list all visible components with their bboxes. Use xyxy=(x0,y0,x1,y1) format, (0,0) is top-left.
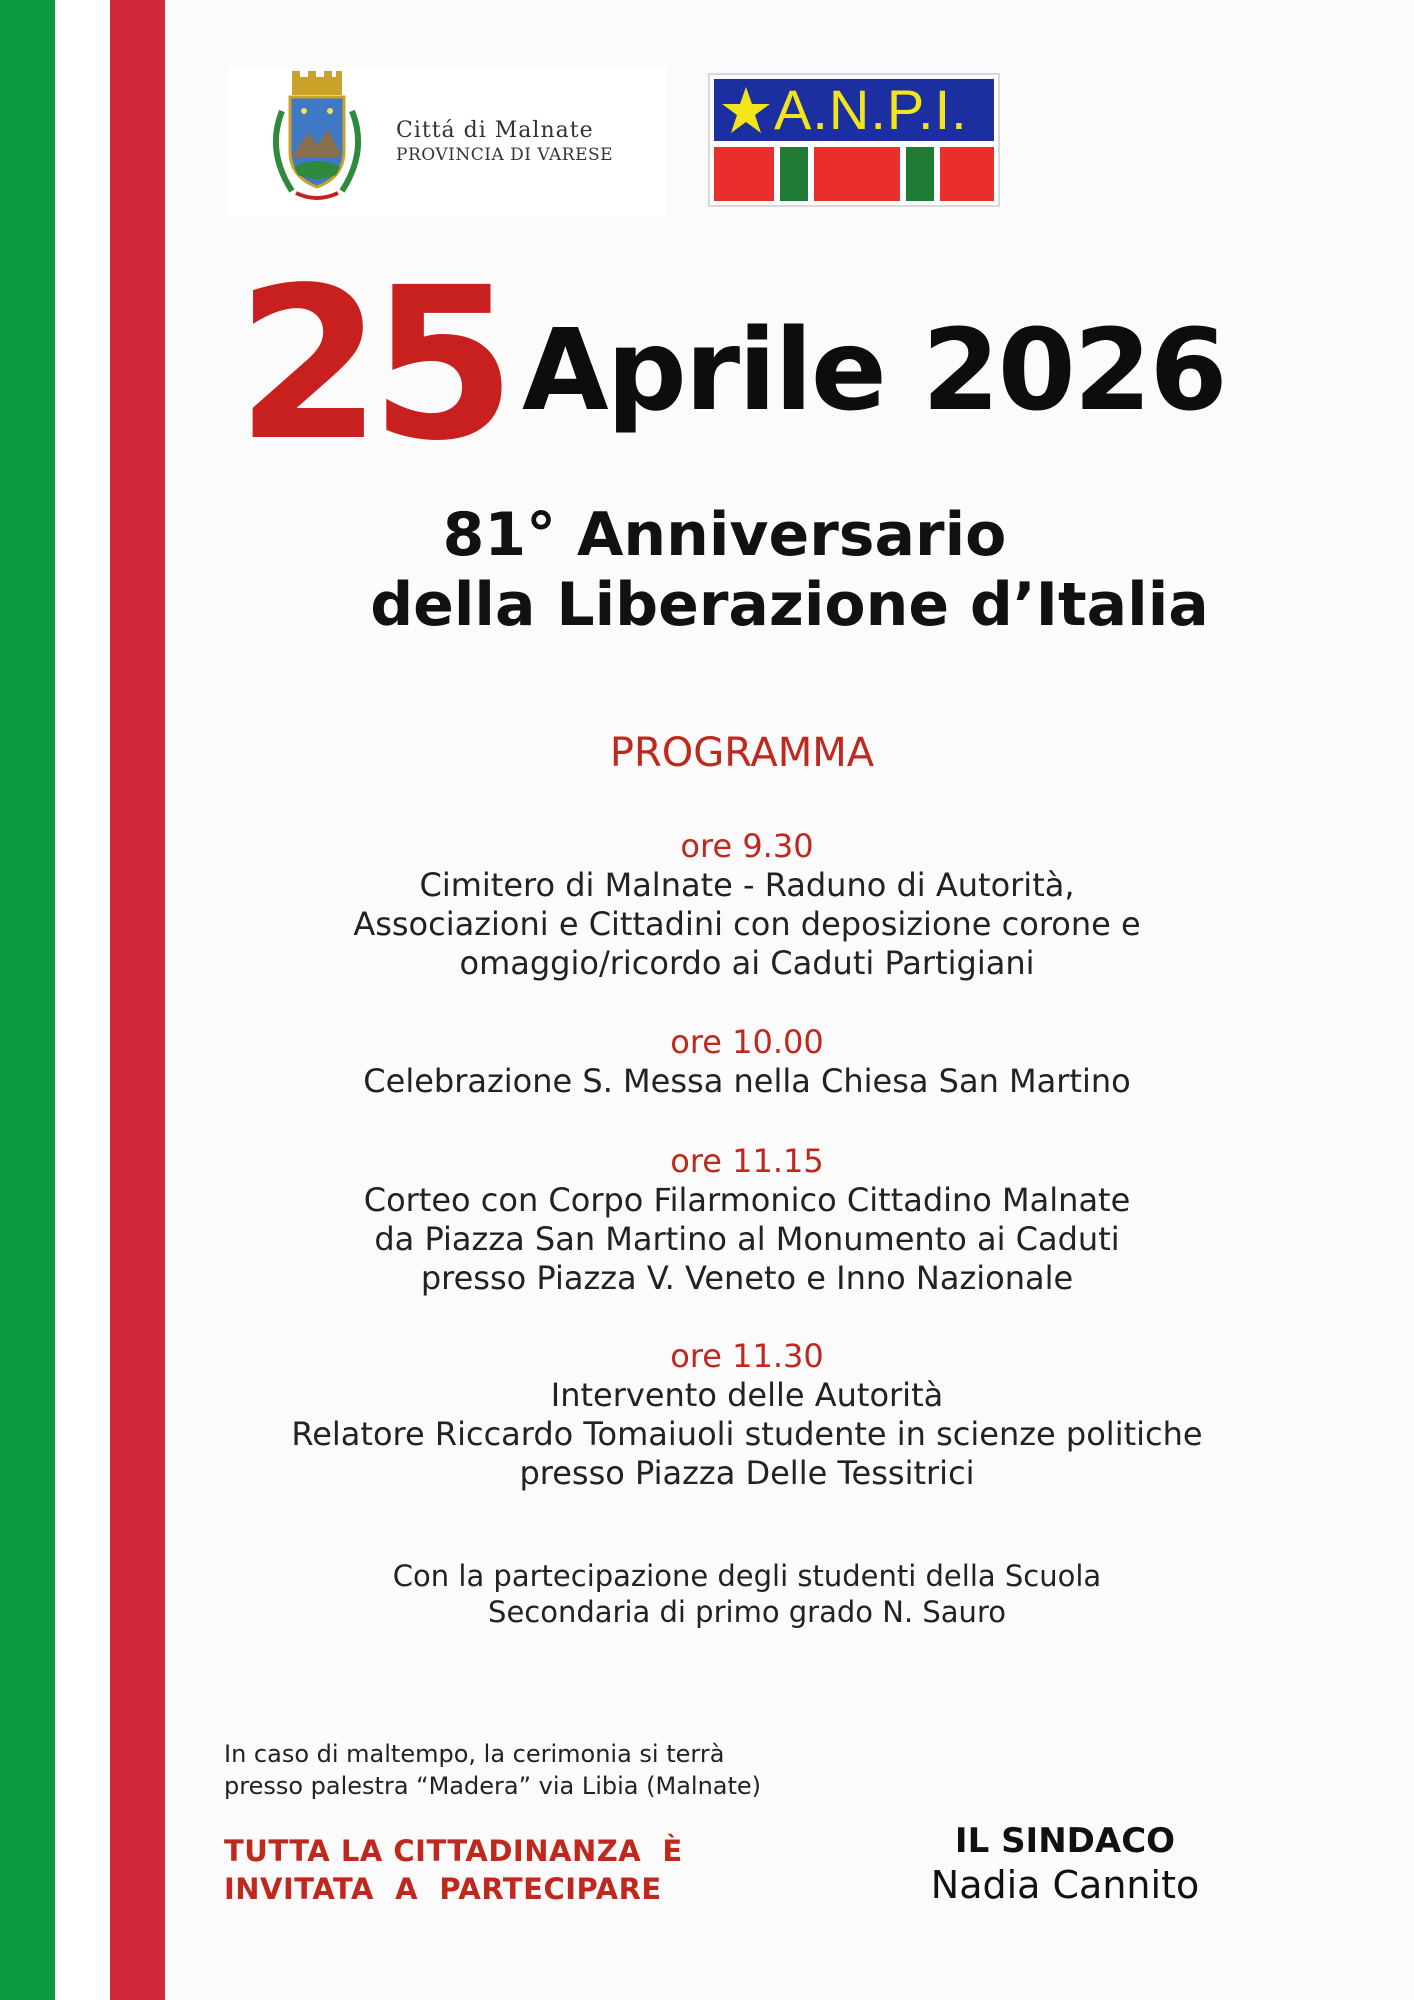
event-time: ore 9.30 xyxy=(680,827,814,865)
malnate-logo xyxy=(228,66,666,216)
event-description-line: omaggio/ricordo ai Caduti Partigiani xyxy=(459,944,1035,982)
invitation-line2: INVITATA A PARTECIPARE xyxy=(224,1872,662,1906)
program-event xyxy=(165,826,1329,983)
anpi-logo xyxy=(708,73,1000,207)
star-icon xyxy=(720,84,772,136)
anniversary-title-line2: della Liberazione d’Italia xyxy=(370,570,1209,640)
date-month-year: Aprile 2026 xyxy=(522,306,1226,436)
event-time: ore 11.30 xyxy=(670,1337,824,1375)
event-description-line: Intervento delle Autorità xyxy=(550,1376,944,1414)
mayor-name: Nadia Cannito xyxy=(930,1863,1200,1907)
event-description-line: presso Piazza Delle Tessitrici xyxy=(519,1454,975,1492)
mayor-title: IL SINDACO xyxy=(954,1821,1176,1861)
participation-line2: Secondaria di primo grado N. Sauro xyxy=(488,1595,1006,1629)
program-event xyxy=(165,1336,1329,1493)
malnate-crest-icon xyxy=(252,71,382,211)
invitation-line1: TUTTA LA CITTADINANZA È xyxy=(224,1834,683,1868)
date-day: 25 xyxy=(236,242,505,487)
weather-note-line2: presso palestra “Madera” via Libia (Malnate) xyxy=(224,1772,762,1800)
program-event xyxy=(165,1141,1329,1298)
invitation xyxy=(224,1832,683,1908)
event-time: ore 10.00 xyxy=(670,1023,824,1061)
malnate-logo-line1: Cittá di Malnate xyxy=(396,117,594,143)
event-description-line: Celebrazione S. Messa nella Chiesa San Martino xyxy=(363,1062,1131,1100)
event-description-line: Relatore Riccardo Tomaiuoli studente in scienze politiche xyxy=(291,1415,1203,1453)
programma-heading: PROGRAMMA xyxy=(609,730,875,776)
event-description-line: Associazioni e Cittadini con deposizione corone e xyxy=(353,905,1141,943)
event-description-line: Cimitero di Malnate - Raduno di Autorità, xyxy=(419,866,1075,904)
flag-stripe-red xyxy=(110,0,165,2000)
anniversary-title-line1: 81° Anniversario xyxy=(442,500,1007,570)
participation-line1: Con la partecipazione degli studenti della Scuola xyxy=(392,1559,1102,1593)
participation-note xyxy=(165,1558,1329,1630)
event-description-line: presso Piazza V. Veneto e Inno Nazionale xyxy=(420,1259,1074,1297)
anpi-flag-bands xyxy=(714,147,994,201)
mayor-signature xyxy=(880,1820,1250,1908)
flag-stripe-white xyxy=(55,0,110,2000)
weather-note xyxy=(224,1738,761,1802)
event-description-line: Corteo con Corpo Filarmonico Cittadino Malnate xyxy=(363,1181,1131,1219)
program-event xyxy=(165,1022,1329,1101)
event-time: ore 11.15 xyxy=(670,1142,824,1180)
malnate-logo-line2: PROVINCIA DI VARESE xyxy=(396,144,614,165)
weather-note-line1: In caso di maltempo, la cerimonia si terrà xyxy=(224,1740,725,1768)
flag-stripe-green xyxy=(0,0,55,2000)
event-description-line: da Piazza San Martino al Monumento ai Caduti xyxy=(374,1220,1120,1258)
event-date xyxy=(236,242,1336,487)
anpi-logo-text: A.N.P.I. xyxy=(774,78,968,141)
